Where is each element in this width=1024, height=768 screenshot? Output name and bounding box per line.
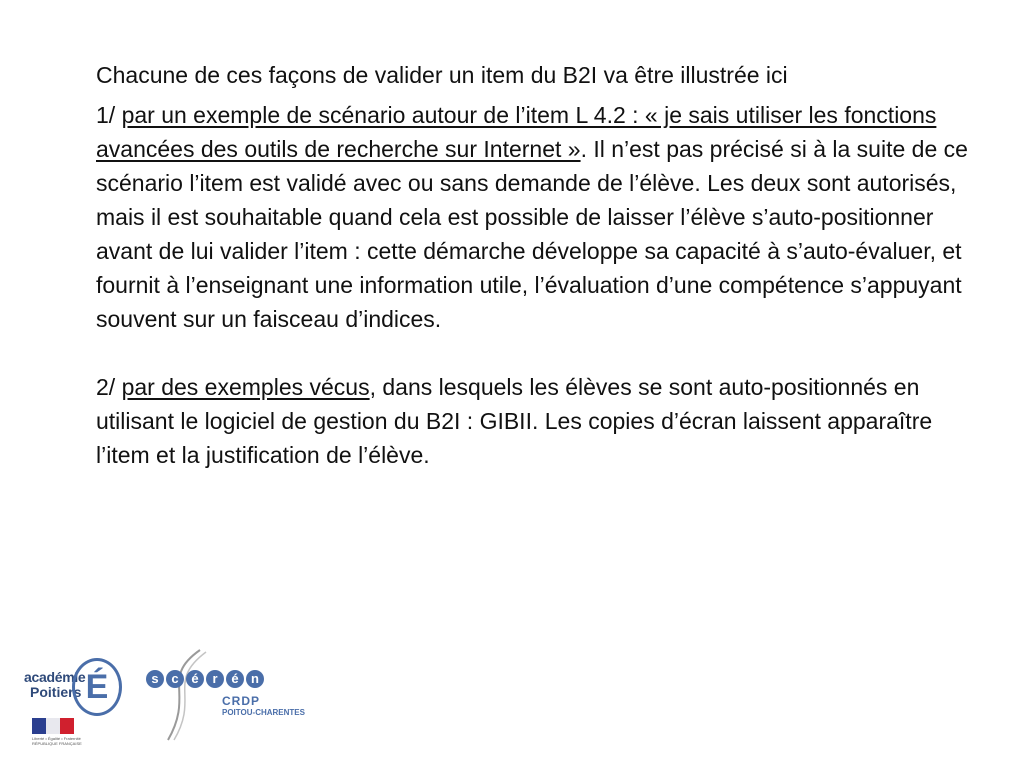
sceren-swoosh-icon	[140, 648, 220, 743]
intro-text: Chacune de ces façons de valider un item du B2I va être illustrée ici	[96, 62, 788, 88]
section-1-text: . Il n’est pas précisé si à la suite de ce scénario l’item est validé avec ou sans demande de l’élève. Les deux sont autorisés, mais il est souhaitable quand cela est possible de laisser l’élève s’auto-positionner avant de lui valider l’item : cette démarche développe sa capacité à s’auto-évaluer, et fournit à l’enseignant une information utile, l’évaluation d’une compétence s’appuyant souvent sur un faisceau d’indices.	[96, 136, 968, 332]
sceren-crdp-logo	[140, 648, 310, 743]
crdp-label: CRDP	[222, 694, 261, 708]
academie-city: Poitiers	[30, 684, 82, 700]
academie-poitiers-logo	[22, 648, 122, 748]
sceren-letter: é	[226, 670, 244, 688]
sceren-letter: é	[186, 670, 204, 688]
examples-link[interactable]: par des exemples vécus	[121, 374, 370, 400]
sceren-letter: s	[146, 670, 164, 688]
scenario-link[interactable]: par un exemple de scénario autour de l’item L 4.2 : « je sais utiliser les fonctions avancées des outils de recherche sur Internet »	[96, 102, 937, 162]
region-label: POITOU-CHARENTES	[222, 708, 305, 717]
sceren-letter: n	[246, 670, 264, 688]
section-2	[96, 370, 976, 472]
republic-label: RÉPUBLIQUE FRANÇAISE	[32, 741, 82, 746]
sceren-wordmark	[146, 670, 264, 688]
sceren-letter: r	[206, 670, 224, 688]
academie-label: académie	[24, 669, 86, 685]
slide-body	[96, 58, 976, 472]
paragraph-spacer	[96, 336, 976, 370]
french-flag-icon	[32, 718, 74, 734]
academie-e-icon: É	[72, 658, 122, 716]
section-1-prefix: 1/	[96, 102, 122, 128]
section-2-prefix: 2/	[96, 374, 122, 400]
section-1	[96, 98, 976, 336]
republic-motto: Liberté • Égalité • Fraternité	[32, 736, 81, 741]
sceren-letter: c	[166, 670, 184, 688]
section-2-text: , dans lesquels les élèves se sont auto-positionnés en utilisant le logiciel de gestion du B2I : GIBII. Les copies d’écran laissent apparaître l’item et la justification de l’élève.	[96, 374, 933, 468]
